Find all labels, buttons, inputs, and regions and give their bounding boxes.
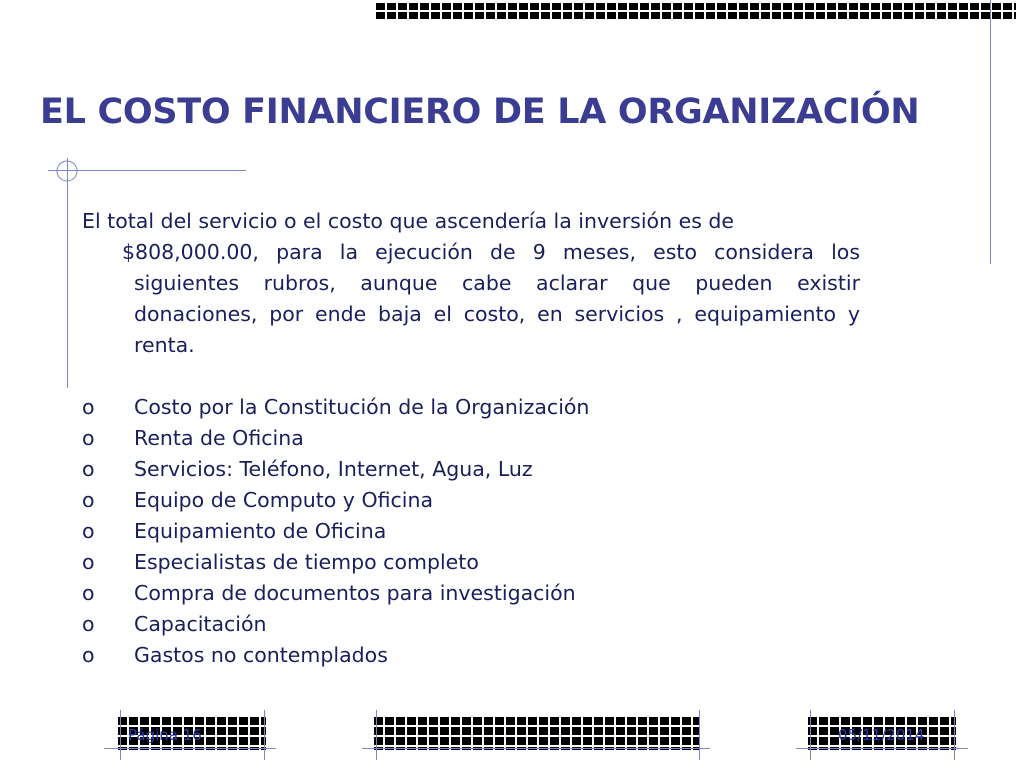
list-item bbox=[82, 392, 860, 423]
list-item-text: Gastos no contemplados bbox=[134, 643, 388, 667]
bullet-marker: o bbox=[82, 643, 95, 667]
list-item-text: Servicios: Teléfono, Internet, Agua, Luz bbox=[134, 457, 533, 481]
crosshair-ornament bbox=[54, 158, 80, 184]
top-checker-bar bbox=[376, 3, 1016, 19]
list-item bbox=[82, 547, 860, 578]
list-item bbox=[82, 640, 860, 671]
right-vertical-rule bbox=[990, 0, 991, 264]
slide-body bbox=[82, 206, 860, 671]
intro-continuation: $808,000.00, para la ejecución de 9 meses, esto considera los siguientes rubros, aunque cabe aclarar que pueden existir donaciones, por ende baja el costo, en servicios , equipamiento y renta. bbox=[122, 240, 860, 357]
footer-right-rule-c bbox=[796, 748, 968, 749]
page-number: Página 16 bbox=[128, 726, 202, 744]
footer-middle-checker bbox=[374, 717, 700, 750]
list-item-text: Renta de Oficina bbox=[134, 426, 304, 450]
intro-paragraph bbox=[82, 206, 860, 361]
bullet-marker: o bbox=[82, 612, 95, 636]
intro-first-line: El total del servicio o el costo que ascendería la inversión es de bbox=[82, 209, 735, 233]
footer-middle-rule-c bbox=[362, 748, 710, 749]
cost-items-list bbox=[82, 392, 860, 671]
bullet-marker: o bbox=[82, 426, 95, 450]
list-item-text: Compra de documentos para investigación bbox=[134, 581, 576, 605]
footer-left-rule-c bbox=[104, 748, 276, 749]
footer-right-rule-a bbox=[810, 710, 811, 760]
footer-date: 05/11/2014 bbox=[838, 726, 925, 744]
footer-left-rule-b bbox=[264, 710, 265, 760]
left-vertical-rule bbox=[67, 158, 68, 388]
bullet-marker: o bbox=[82, 488, 95, 512]
list-item bbox=[82, 609, 860, 640]
list-item bbox=[82, 423, 860, 454]
footer-left-rule-a bbox=[120, 710, 121, 760]
list-item bbox=[82, 485, 860, 516]
list-item bbox=[82, 578, 860, 609]
list-item-text: Especialistas de tiempo completo bbox=[134, 550, 479, 574]
bullet-marker: o bbox=[82, 395, 95, 419]
footer-middle-rule-b bbox=[699, 710, 700, 760]
list-item-text: Costo por la Constitución de la Organización bbox=[134, 395, 590, 419]
footer-middle-rule-a bbox=[376, 710, 377, 760]
list-item-text: Equipo de Computo y Oficina bbox=[134, 488, 434, 512]
footer-right-rule-b bbox=[954, 710, 955, 760]
bullet-marker: o bbox=[82, 519, 95, 543]
bullet-marker: o bbox=[82, 550, 95, 574]
list-item-text: Capacitación bbox=[134, 612, 267, 636]
list-item bbox=[82, 454, 860, 485]
bullet-marker: o bbox=[82, 581, 95, 605]
bullet-marker: o bbox=[82, 457, 95, 481]
slide-title: EL COSTO FINANCIERO DE LA ORGANIZACIÓN bbox=[40, 92, 920, 132]
list-item bbox=[82, 516, 860, 547]
list-item-text: Equipamiento de Oficina bbox=[134, 519, 387, 543]
